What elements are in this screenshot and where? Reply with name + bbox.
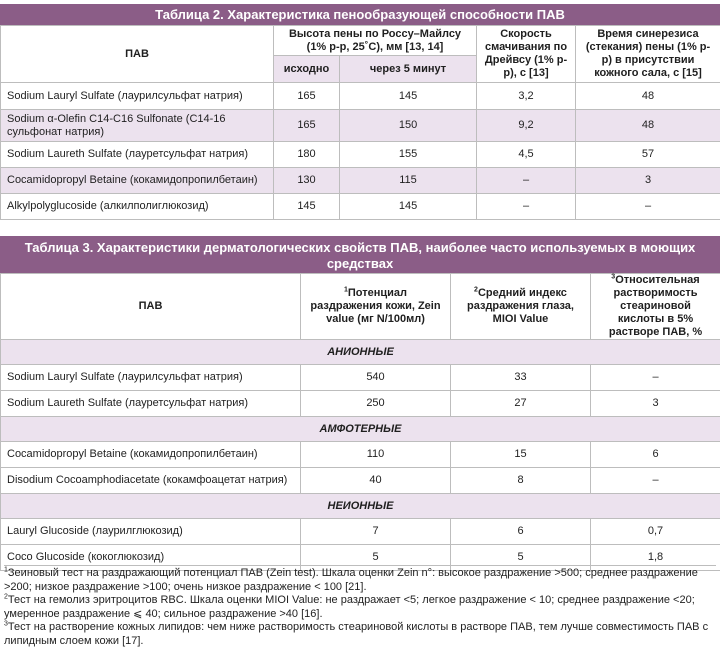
table2-cell-syneresis: 57 xyxy=(576,142,720,168)
table2-header-foam-after: через 5 минут xyxy=(340,56,477,83)
table3-row xyxy=(1,519,720,545)
table3-header-eye xyxy=(451,274,591,340)
table3-cell-name: Disodium Cocoamphodiacetate (кокамфоацетат натрия) xyxy=(1,468,301,494)
table2-row xyxy=(1,142,720,168)
table3-cell-name: Cocamidopropyl Betaine (кокамидопропилбетаин) xyxy=(1,442,301,468)
table3-cell-zein: 110 xyxy=(301,442,451,468)
table2-cell-syneresis: – xyxy=(576,194,720,220)
table3-header-eye-text: Средний индекс раздражения глаза, MIOI Value xyxy=(467,287,574,325)
table3-cell-sol: 3 xyxy=(591,391,720,417)
footnote xyxy=(4,594,716,621)
table3-caption: Таблица 3. Характеристики дерматологических свойств ПАВ, наиболее часто используемых в моющих средствах xyxy=(0,236,720,273)
table2-cell-wetting: 9,2 xyxy=(477,110,576,142)
footnote-mark: 1 xyxy=(4,566,8,574)
table3-group-title: АНИОННЫЕ xyxy=(1,340,720,365)
table3-group-row xyxy=(1,340,720,365)
table3-cell-name: Sodium Laureth Sulfate (лауретсульфат натрия) xyxy=(1,391,301,417)
table2-cell-initial: 145 xyxy=(274,194,340,220)
table2-cell-syneresis: 48 xyxy=(576,110,720,142)
footnote-mark: 2 xyxy=(4,593,8,601)
table3-group-title: НЕИОННЫЕ xyxy=(1,494,720,519)
table3-cell-zein: 5 xyxy=(301,545,451,571)
table2-row xyxy=(1,83,720,110)
table3-cell-name: Lauryl Glucoside (лаурилглюкозид) xyxy=(1,519,301,545)
footnotes xyxy=(4,565,716,649)
table2-cell-syneresis: 48 xyxy=(576,83,720,110)
table3-cell-zein: 540 xyxy=(301,365,451,391)
table3-header-surfactant: ПАВ xyxy=(1,274,301,340)
table2-cell-name: Alkylpolyglucoside (алкилполиглюкозид) xyxy=(1,194,274,220)
table2-cell-after: 115 xyxy=(340,168,477,194)
footnote-text: Тест на гемолиз эритроцитов RBC. Шкала оценки MIOI Value: не раздражает <5; легкое раздражение < 10; среднее раздражение <20; умеренное раздражение ⩽ 40; сильное раздражение >40 [16]. xyxy=(4,594,695,620)
table3-cell-sol: – xyxy=(591,365,720,391)
table2-cell-initial: 130 xyxy=(274,168,340,194)
table2-header-foam-initial: исходно xyxy=(274,56,340,83)
footnote-text: Зеиновый тест на раздражающий потенциал ПАВ (Zein test). Шкала оценки Zein n°: высокое раздражение >500; среднее раздражение >200; низкое раздражение >100; очень низкое раздражение < 100 [21]. xyxy=(4,567,698,593)
table3-cell-mioi: 5 xyxy=(451,545,591,571)
table3-group-title: АМФОТЕРНЫЕ xyxy=(1,417,720,442)
footnote-mark: 3 xyxy=(4,620,8,628)
table3-cell-mioi: 33 xyxy=(451,365,591,391)
table2-cell-name: Sodium Laureth Sulfate (лауретсульфат натрия) xyxy=(1,142,274,168)
table3-group-row xyxy=(1,417,720,442)
table2-cell-wetting: 4,5 xyxy=(477,142,576,168)
table3-cell-mioi: 8 xyxy=(451,468,591,494)
table3-cell-sol: 6 xyxy=(591,442,720,468)
footnote-text: Тест на растворение кожных липидов: чем ниже растворимость стеариновой кислоты в растворе ПАВ, тем лучше совместимость ПАВ с липидным слоем кожи [17]. xyxy=(4,621,709,647)
table2-header-foam-height: Высота пены по Россу–Майлсу (1% р-р, 25˚С), мм [13, 14] xyxy=(274,26,477,56)
footnote-mark: 1 xyxy=(343,286,348,294)
table2-cell-after: 145 xyxy=(340,83,477,110)
footnote xyxy=(4,567,716,594)
table3-cell-mioi: 6 xyxy=(451,519,591,545)
table3-row xyxy=(1,442,720,468)
table2 xyxy=(0,25,720,220)
table2-cell-syneresis: 3 xyxy=(576,168,720,194)
table2-caption: Таблица 2. Характеристика пенообразующей способности ПАВ xyxy=(0,4,720,25)
table2-cell-name: Sodium Lauryl Sulfate (лаурилсульфат натрия) xyxy=(1,83,274,110)
table3-cell-name: Sodium Lauryl Sulfate (лаурилсульфат натрия) xyxy=(1,365,301,391)
footnote-mark: 3 xyxy=(611,273,616,281)
table3-cell-mioi: 27 xyxy=(451,391,591,417)
table2-cell-wetting: – xyxy=(477,168,576,194)
table3-header-solubility xyxy=(591,274,720,340)
table3-cell-sol: – xyxy=(591,468,720,494)
table3-cell-zein: 250 xyxy=(301,391,451,417)
table3-cell-name: Coco Glucoside (кокоглюкозид) xyxy=(1,545,301,571)
table2-row xyxy=(1,110,720,142)
table3-header-irritation-text: Потенциал раздражения кожи, Zein value (мг N/100мл) xyxy=(310,287,441,325)
table3-row xyxy=(1,391,720,417)
table2-row xyxy=(1,168,720,194)
table2-cell-after: 145 xyxy=(340,194,477,220)
table2-header-wetting: Скорость смачивания по Дрейвсу (1% р-р), с [13] xyxy=(477,26,576,83)
table3-group-row xyxy=(1,494,720,519)
table3-cell-sol: 1,8 xyxy=(591,545,720,571)
table3-body xyxy=(1,340,720,574)
table2-cell-initial: 165 xyxy=(274,83,340,110)
table3-cell-sol: 0,7 xyxy=(591,519,720,545)
table3-cell-mioi: 15 xyxy=(451,442,591,468)
table2-cell-wetting: – xyxy=(477,194,576,220)
table2-cell-name: Sodium α-Olefin C14-C16 Sulfonate (С14-16 сульфонат натрия) xyxy=(1,110,274,142)
table2-header-syneresis: Время синерезиса (стекания) пены (1% р-р) в присутствии кожного сала, с [15] xyxy=(576,26,720,83)
table2-body xyxy=(1,83,720,220)
table2-cell-after: 155 xyxy=(340,142,477,168)
table3 xyxy=(0,273,720,574)
table2-row xyxy=(1,194,720,220)
table2-cell-name: Cocamidopropyl Betaine (кокамидопропилбетаин) xyxy=(1,168,274,194)
footnote-mark: 2 xyxy=(474,286,478,294)
table3-row xyxy=(1,365,720,391)
table3-header-irritation xyxy=(301,274,451,340)
table2-cell-wetting: 3,2 xyxy=(477,83,576,110)
table3-row xyxy=(1,468,720,494)
table3-header-solubility-text: Относительная растворимость стеариновой кислоты в 5% растворе ПАВ, % xyxy=(608,274,703,338)
table2-cell-after: 150 xyxy=(340,110,477,142)
table2-cell-initial: 180 xyxy=(274,142,340,168)
table3-cell-zein: 40 xyxy=(301,468,451,494)
table2-cell-initial: 165 xyxy=(274,110,340,142)
table3-cell-zein: 7 xyxy=(301,519,451,545)
footnote xyxy=(4,621,716,648)
table2-header-surfactant: ПАВ xyxy=(1,26,274,83)
